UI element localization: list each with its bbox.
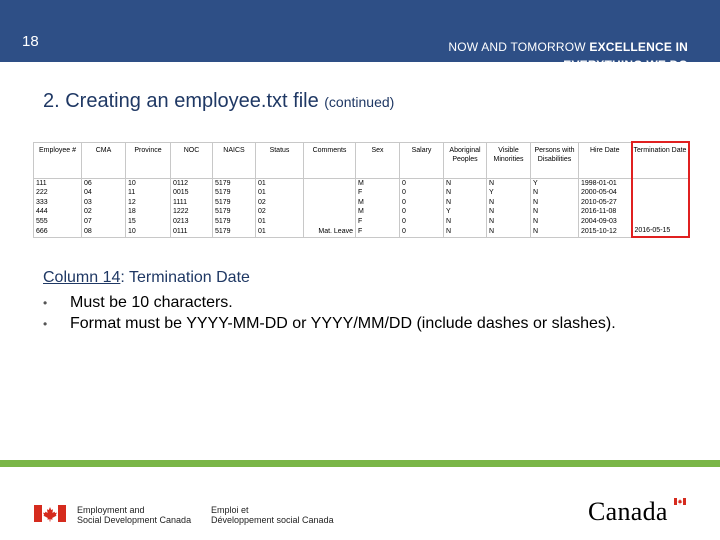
table-cell: N bbox=[487, 198, 531, 208]
org-fr-line: Emploi et bbox=[211, 505, 249, 515]
table-cell: Y bbox=[444, 207, 487, 217]
column-note-label: Column 14 bbox=[43, 269, 121, 286]
column-header: Province bbox=[126, 142, 171, 178]
column-header: Status bbox=[256, 142, 304, 178]
table-cell: M bbox=[356, 198, 400, 208]
column-header: Sex bbox=[356, 142, 400, 178]
table-cell: N bbox=[531, 198, 579, 208]
table-cell: 666 bbox=[34, 226, 82, 237]
column-header: Employee # bbox=[34, 142, 82, 178]
table-cell: 0213 bbox=[171, 217, 213, 227]
table-cell: N bbox=[487, 178, 531, 188]
table-body bbox=[34, 178, 689, 237]
table-cell: F bbox=[356, 226, 400, 237]
table-cell: 04 bbox=[82, 188, 126, 198]
table-cell: 02 bbox=[256, 207, 304, 217]
table-cell: 444 bbox=[34, 207, 82, 217]
slide-number: 18 bbox=[22, 33, 39, 50]
table-cell: 111 bbox=[34, 178, 82, 188]
table-cell: 10 bbox=[126, 226, 171, 237]
tagline-regular: NOW AND TOMORROW bbox=[448, 40, 586, 54]
table-cell: 0 bbox=[400, 207, 444, 217]
table-cell: N bbox=[444, 226, 487, 237]
table-cell: 15 bbox=[126, 217, 171, 227]
table-cell bbox=[304, 217, 356, 227]
table-cell: 08 bbox=[82, 226, 126, 237]
table-cell: 0 bbox=[400, 188, 444, 198]
table-cell: 2016-11-08 bbox=[579, 207, 632, 217]
page-title-main: 2. Creating an employee.txt file bbox=[43, 90, 319, 112]
table-cell: 5179 bbox=[213, 217, 256, 227]
table-cell: 18 bbox=[126, 207, 171, 217]
table-cell bbox=[632, 198, 689, 208]
org-name-english bbox=[77, 505, 191, 525]
table-cell: 2010-05-27 bbox=[579, 198, 632, 208]
tagline bbox=[388, 38, 688, 74]
table-cell: 2000-05-04 bbox=[579, 188, 632, 198]
table-cell: 5179 bbox=[213, 198, 256, 208]
table-cell: 01 bbox=[256, 226, 304, 237]
table-cell: N bbox=[487, 207, 531, 217]
table-cell: 10 bbox=[126, 178, 171, 188]
table-cell: N bbox=[444, 217, 487, 227]
table-cell bbox=[304, 188, 356, 198]
column-header: Hire Date bbox=[579, 142, 632, 178]
page-title bbox=[43, 90, 394, 113]
table-cell: F bbox=[356, 188, 400, 198]
table-cell: 2016-05-15 bbox=[632, 226, 689, 237]
table-cell: N bbox=[444, 198, 487, 208]
table-cell: 02 bbox=[256, 198, 304, 208]
table-cell: M bbox=[356, 207, 400, 217]
table-cell: 0 bbox=[400, 226, 444, 237]
table-cell: 01 bbox=[256, 178, 304, 188]
table-cell: M bbox=[356, 178, 400, 188]
table-cell: N bbox=[444, 178, 487, 188]
rules-list bbox=[43, 293, 643, 334]
table-row bbox=[34, 226, 689, 237]
table-cell: 1998-01-01 bbox=[579, 178, 632, 188]
table-cell: 01 bbox=[256, 188, 304, 198]
table-cell bbox=[632, 207, 689, 217]
column-header: Salary bbox=[400, 142, 444, 178]
canada-flag-icon bbox=[34, 505, 66, 522]
column-header: Persons with Disabilities bbox=[531, 142, 579, 178]
table-cell bbox=[304, 207, 356, 217]
table-cell: 1222 bbox=[171, 207, 213, 217]
table-cell: N bbox=[444, 188, 487, 198]
table-cell: N bbox=[531, 217, 579, 227]
column-header-termination-date: Termination Date bbox=[632, 142, 689, 178]
table-cell: 0111 bbox=[171, 226, 213, 237]
column-note bbox=[43, 269, 250, 287]
column-header: Aboriginal Peoples bbox=[444, 142, 487, 178]
table-cell: Y bbox=[487, 188, 531, 198]
table-cell: 2015-10-12 bbox=[579, 226, 632, 237]
list-item bbox=[43, 293, 643, 314]
tagline-bold: EXCELLENCE IN EVERYTHING WE DO bbox=[563, 40, 688, 72]
table-cell: 5179 bbox=[213, 226, 256, 237]
table-cell: 01 bbox=[256, 217, 304, 227]
table-cell: F bbox=[356, 217, 400, 227]
bullet-icon: • bbox=[43, 296, 48, 310]
table-cell bbox=[632, 217, 689, 227]
accent-bar bbox=[0, 460, 720, 467]
table-cell: N bbox=[487, 217, 531, 227]
table-cell: N bbox=[487, 226, 531, 237]
table-cell: 0 bbox=[400, 217, 444, 227]
table-cell: 5179 bbox=[213, 178, 256, 188]
table-row bbox=[34, 178, 689, 188]
page-title-suffix: (continued) bbox=[324, 94, 395, 110]
wordmark-flag-icon bbox=[674, 498, 686, 505]
column-header: Visible Minorities bbox=[487, 142, 531, 178]
table-row bbox=[34, 207, 689, 217]
table-cell: 12 bbox=[126, 198, 171, 208]
table-cell: 06 bbox=[82, 178, 126, 188]
header-bar bbox=[0, 0, 720, 72]
column-header: NOC bbox=[171, 142, 213, 178]
table-header-row bbox=[34, 142, 689, 178]
table-cell: N bbox=[531, 226, 579, 237]
org-fr-line: Développement social Canada bbox=[211, 515, 334, 525]
table-cell bbox=[632, 178, 689, 188]
table-cell: Mat. Leave bbox=[304, 226, 356, 237]
table-cell bbox=[304, 198, 356, 208]
table-cell: 5179 bbox=[213, 207, 256, 217]
table-cell: 07 bbox=[82, 217, 126, 227]
table-row bbox=[34, 188, 689, 198]
canada-wordmark: Canada bbox=[588, 497, 668, 526]
table-cell: N bbox=[531, 207, 579, 217]
table-cell: 555 bbox=[34, 217, 82, 227]
table-cell: 11 bbox=[126, 188, 171, 198]
list-item bbox=[43, 314, 643, 335]
table-row bbox=[34, 217, 689, 227]
org-name-french bbox=[211, 505, 334, 525]
table-cell: 222 bbox=[34, 188, 82, 198]
column-header: Comments bbox=[304, 142, 356, 178]
table-cell: 0015 bbox=[171, 188, 213, 198]
table-cell bbox=[304, 178, 356, 188]
table-cell: 0 bbox=[400, 198, 444, 208]
column-note-text: : Termination Date bbox=[120, 269, 250, 286]
table-cell: N bbox=[531, 188, 579, 198]
table-cell: Y bbox=[531, 178, 579, 188]
table-cell: 0 bbox=[400, 178, 444, 188]
bullet-icon: • bbox=[43, 316, 48, 331]
table-cell: 0112 bbox=[171, 178, 213, 188]
org-en-line: Employment and bbox=[77, 505, 145, 515]
column-header: NAICS bbox=[213, 142, 256, 178]
table-cell: 02 bbox=[82, 207, 126, 217]
rule-text: Must be 10 characters. bbox=[70, 294, 233, 311]
employee-table bbox=[33, 141, 690, 238]
table-cell: 5179 bbox=[213, 188, 256, 198]
column-header: CMA bbox=[82, 142, 126, 178]
table-cell: 2004-09-03 bbox=[579, 217, 632, 227]
table-row bbox=[34, 198, 689, 208]
rule-text: Format must be YYYY-MM-DD or YYYY/MM/DD (include dashes or slashes). bbox=[70, 314, 616, 332]
table-cell: 333 bbox=[34, 198, 82, 208]
table-cell: 1111 bbox=[171, 198, 213, 208]
table-cell bbox=[632, 188, 689, 198]
table-cell: 03 bbox=[82, 198, 126, 208]
org-en-line: Social Development Canada bbox=[77, 515, 192, 525]
